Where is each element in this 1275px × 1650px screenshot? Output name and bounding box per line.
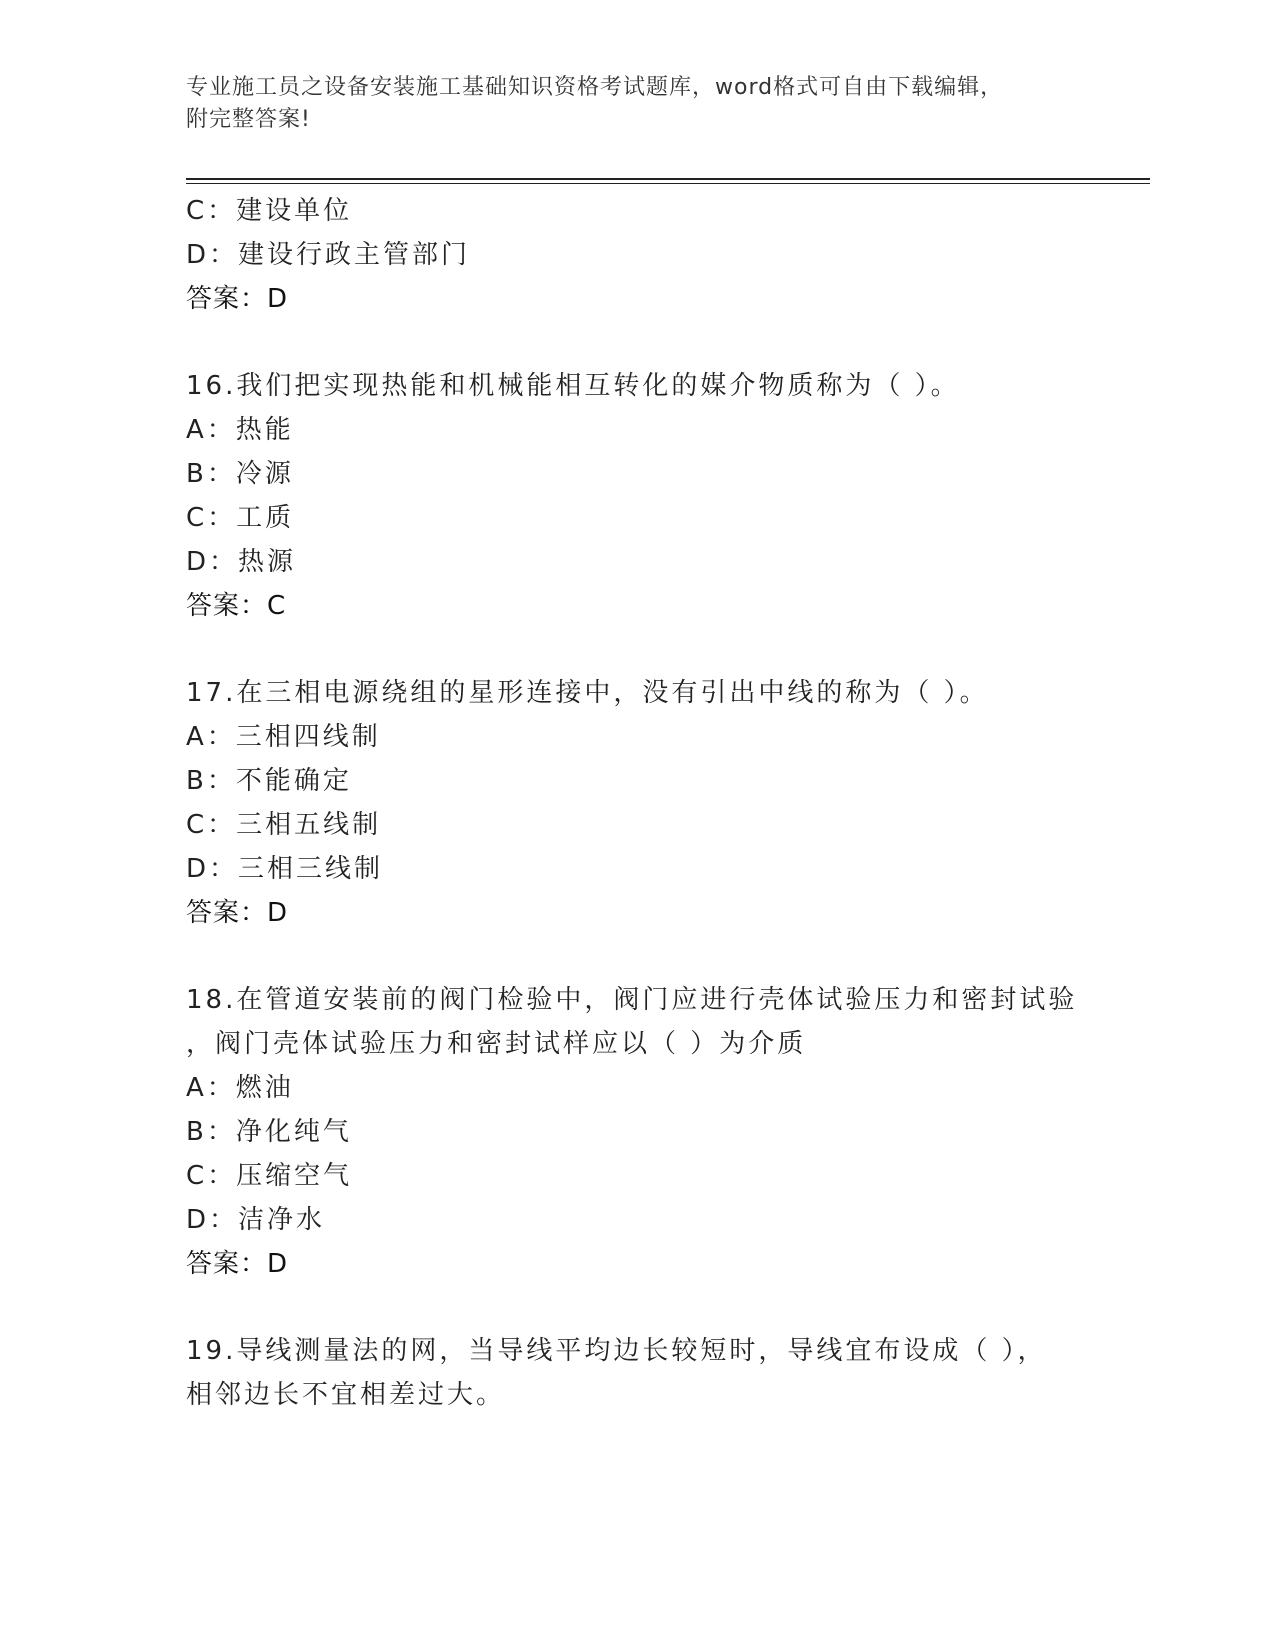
q16-option-a: A：热能 <box>186 415 294 445</box>
q18-option-c: C：压缩空气 <box>186 1161 353 1191</box>
q19-stem-line1: 19.导线测量法的网，当导线平均边长较短时，导线宜布设成（ ）， <box>186 1336 1047 1366</box>
q16-option-d: D：热源 <box>186 547 297 577</box>
q17-option-d: D：三相三线制 <box>186 854 384 884</box>
q18-option-d: D：洁净水 <box>186 1205 326 1235</box>
q18-answer: 答案：D <box>186 1249 289 1279</box>
q17-answer: 答案：D <box>186 898 289 928</box>
q16-option-b: B：冷源 <box>186 459 294 489</box>
q19-stem-line2: 相邻边长不宜相差过大。 <box>186 1380 506 1410</box>
q18-option-a: A：燃油 <box>186 1073 294 1103</box>
q16-option-c: C：工质 <box>186 503 295 533</box>
q17-option-b: B：不能确定 <box>186 766 352 796</box>
q17-option-c: C：三相五线制 <box>186 810 382 840</box>
q16-answer: 答案：C <box>186 591 287 621</box>
prev-option-d: D：建设行政主管部门 <box>186 240 471 270</box>
q18-stem-line1: 18.在管道安装前的阀门检验中，阀门应进行壳体试验压力和密封试验 <box>186 985 1078 1015</box>
header-title-line1: 专业施工员之设备安装施工基础知识资格考试题库，word格式可自由下载编辑， <box>186 75 1004 100</box>
header-divider-thin <box>186 183 1150 184</box>
q17-option-a: A：三相四线制 <box>186 722 381 752</box>
q17-stem: 17.在三相电源绕组的星形连接中，没有引出中线的称为（ ）。 <box>186 678 989 708</box>
prev-answer: 答案：D <box>186 284 289 314</box>
prev-option-c: C：建设单位 <box>186 196 353 226</box>
q16-stem: 16.我们把实现热能和机械能相互转化的媒介物质称为（ ）。 <box>186 371 960 401</box>
q18-stem-line2: ，阀门壳体试验压力和密封试样应以（ ）为介质 <box>186 1029 807 1059</box>
header-title-line2: 附完整答案! <box>186 107 311 132</box>
document-header <box>186 72 1086 136</box>
q18-option-b: B：净化纯气 <box>186 1117 352 1147</box>
header-divider-thick <box>186 178 1150 180</box>
